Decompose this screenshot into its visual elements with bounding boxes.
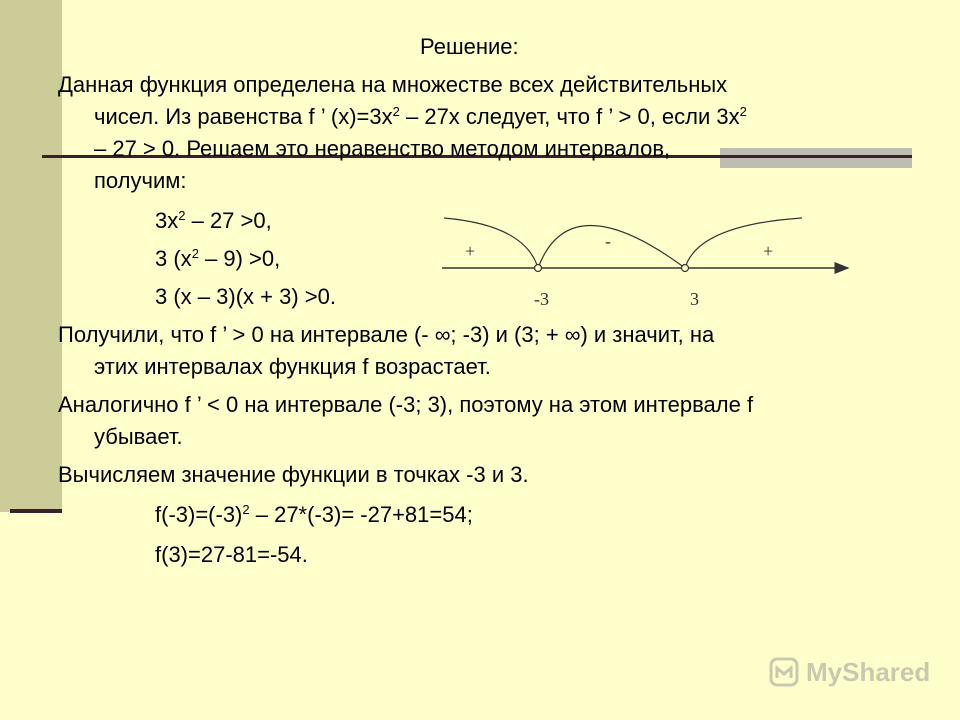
left-decor-band	[0, 0, 62, 512]
step1: $3x^2 - 27 >0$,	[155, 208, 272, 233]
sign-arc-right	[685, 218, 802, 268]
label-minus3: -3	[534, 289, 549, 309]
sign-arc-left	[444, 218, 538, 268]
point-3-marker	[682, 265, 689, 272]
myshared-logo-icon	[768, 656, 800, 688]
para2-line1: Получили, что f ’ > 0 на интервале (- ∞; -3) и (3; + ∞) и значит, на	[58, 322, 715, 347]
slide-title: Решение:	[420, 34, 519, 59]
calc-f-3: f(3)=27-81=-54.	[155, 542, 308, 567]
para3-line1: Аналогично f ’ < 0 на интервале (-3; 3), поэтому на этом интервале f	[58, 392, 754, 417]
watermark-text: MyShared	[806, 656, 931, 687]
para1-line1: Данная функция определена на множестве всех действительных	[58, 72, 728, 97]
interval-diagram	[430, 205, 860, 310]
watermark-logo	[768, 656, 930, 688]
left-divider-line	[10, 509, 62, 513]
step3: 3 (x – 3)(x + 3) >0.	[155, 284, 336, 309]
para2-line2: этих интервалах функция f возрастает.	[94, 354, 491, 379]
calc-f-minus3: $f(-3)=(-3)^2 - 27*(-3)= -27+81=54$;	[155, 502, 473, 527]
para1-line4: получим:	[94, 168, 187, 193]
sign-minus-middle: -	[605, 231, 611, 251]
sign-plus-right: +	[763, 241, 774, 261]
label-3: 3	[690, 289, 699, 309]
point-minus3-marker	[535, 265, 542, 272]
sign-plus-left: +	[465, 241, 476, 261]
para1-line3: – 27 > 0. Решаем это неравенство методом интервалов,	[94, 136, 671, 161]
gray-decor-block	[720, 148, 912, 168]
sign-arc-middle	[538, 226, 685, 269]
para4: Вычисляем значение функции в точках -3 и 3.	[58, 462, 529, 487]
para1-line2: чисел. Из равенства f ’ $(x)=3x^2 - 27x$ следует, что f ’ > 0, если $3x^2$	[94, 104, 747, 129]
para3-line2: убывает.	[94, 424, 183, 449]
step2: 3 $(x^2 - 9) >0$,	[155, 246, 281, 271]
